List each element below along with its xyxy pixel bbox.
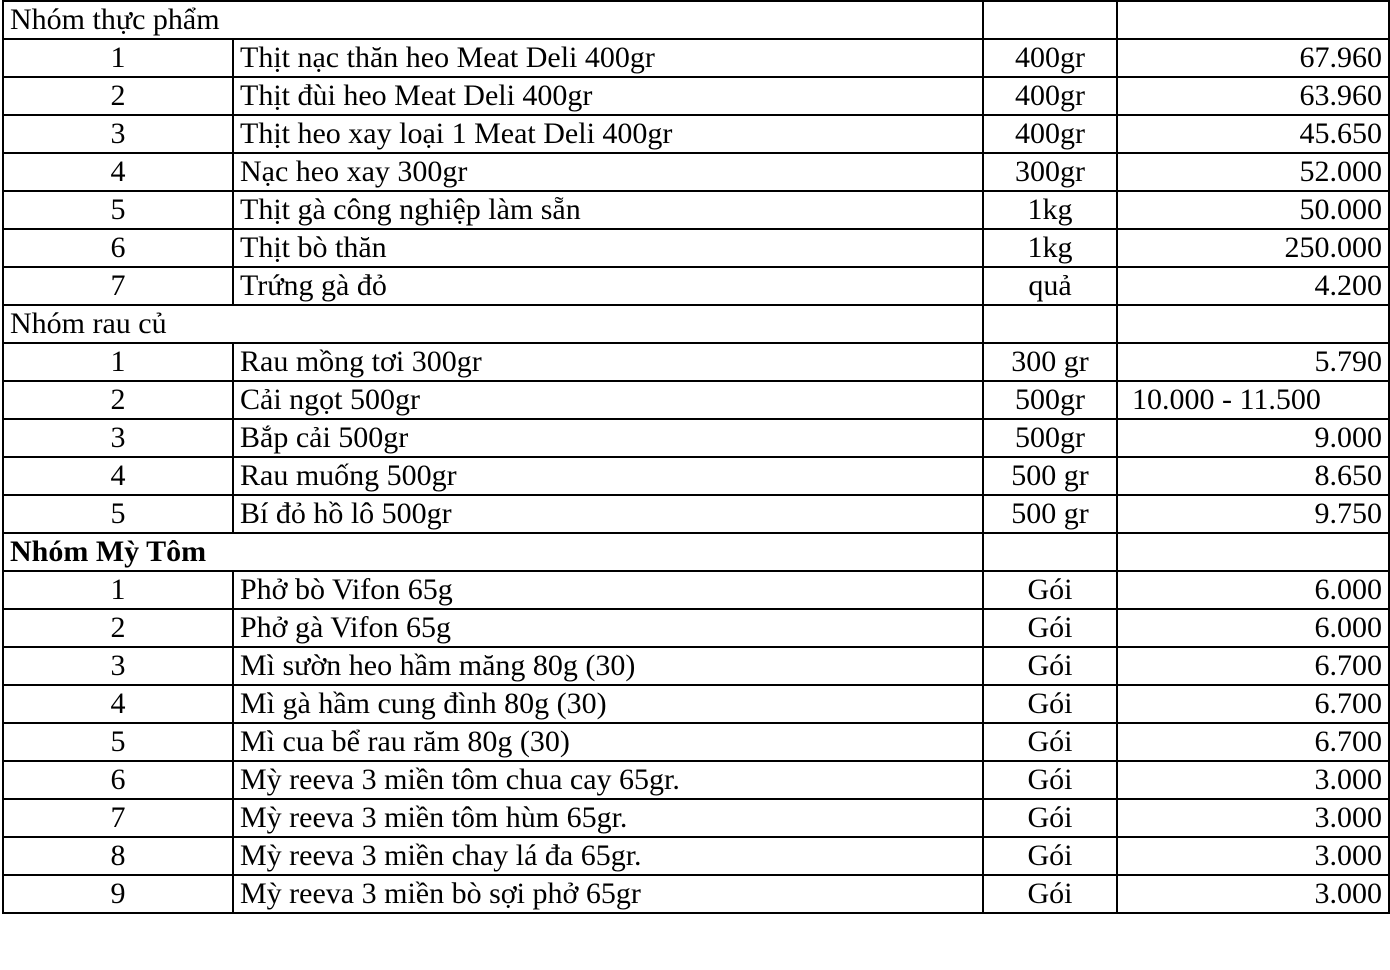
- table-row: [3, 571, 1389, 609]
- item-name: Mỳ reeva 3 miền tôm chua cay 65gr.: [233, 761, 983, 799]
- item-name: Thịt heo xay loại 1 Meat Deli 400gr: [233, 115, 983, 153]
- group-label: Nhóm rau củ: [3, 305, 983, 343]
- item-unit: 400gr: [983, 115, 1117, 153]
- item-name: Phở bò Vifon 65g: [233, 571, 983, 609]
- table-row: [3, 495, 1389, 533]
- item-name: Mỳ reeva 3 miền tôm hùm 65gr.: [233, 799, 983, 837]
- item-name: Bí đỏ hồ lô 500gr: [233, 495, 983, 533]
- item-unit: Gói: [983, 723, 1117, 761]
- item-unit: 500 gr: [983, 457, 1117, 495]
- group-unit-cell: [983, 305, 1117, 343]
- price-table-body: [3, 1, 1389, 913]
- item-name: Nạc heo xay 300gr: [233, 153, 983, 191]
- table-row: [3, 381, 1389, 419]
- item-price: 5.790: [1117, 343, 1389, 381]
- item-price: 250.000: [1117, 229, 1389, 267]
- table-row: [3, 229, 1389, 267]
- item-name: Cải ngọt 500gr: [233, 381, 983, 419]
- item-price: 10.000 - 11.500: [1117, 381, 1389, 419]
- item-price: 9.000: [1117, 419, 1389, 457]
- item-unit: 400gr: [983, 39, 1117, 77]
- table-row: [3, 723, 1389, 761]
- item-number: 3: [3, 419, 233, 457]
- item-name: Mỳ reeva 3 miền bò sợi phở 65gr: [233, 875, 983, 913]
- item-unit: Gói: [983, 685, 1117, 723]
- item-number: 4: [3, 153, 233, 191]
- group-header-row: [3, 1, 1389, 39]
- item-unit: Gói: [983, 875, 1117, 913]
- item-unit: 500gr: [983, 381, 1117, 419]
- item-number: 1: [3, 571, 233, 609]
- item-number: 2: [3, 77, 233, 115]
- item-unit: 400gr: [983, 77, 1117, 115]
- table-row: [3, 267, 1389, 305]
- item-unit: Gói: [983, 837, 1117, 875]
- table-row: [3, 647, 1389, 685]
- item-name: Mì gà hầm cung đình 80g (30): [233, 685, 983, 723]
- item-number: 1: [3, 343, 233, 381]
- table-row: [3, 77, 1389, 115]
- table-row: [3, 419, 1389, 457]
- item-number: 3: [3, 647, 233, 685]
- item-name: Thịt bò thăn: [233, 229, 983, 267]
- item-price: 3.000: [1117, 799, 1389, 837]
- item-number: 8: [3, 837, 233, 875]
- item-unit: 500gr: [983, 419, 1117, 457]
- item-number: 2: [3, 381, 233, 419]
- item-name: Thịt đùi heo Meat Deli 400gr: [233, 77, 983, 115]
- item-name: Phở gà Vifon 65g: [233, 609, 983, 647]
- item-unit: Gói: [983, 799, 1117, 837]
- item-number: 4: [3, 685, 233, 723]
- item-unit: 1kg: [983, 229, 1117, 267]
- item-number: 6: [3, 761, 233, 799]
- item-name: Mì sườn heo hầm măng 80g (30): [233, 647, 983, 685]
- item-price: 6.000: [1117, 571, 1389, 609]
- item-price: 63.960: [1117, 77, 1389, 115]
- group-label: Nhóm thực phẩm: [3, 1, 983, 39]
- item-price: 3.000: [1117, 837, 1389, 875]
- item-price: 6.700: [1117, 723, 1389, 761]
- item-price: 3.000: [1117, 761, 1389, 799]
- item-name: Mì cua bể rau răm 80g (30): [233, 723, 983, 761]
- item-number: 5: [3, 495, 233, 533]
- item-unit: 300 gr: [983, 343, 1117, 381]
- item-number: 6: [3, 229, 233, 267]
- item-name: Rau mồng tơi 300gr: [233, 343, 983, 381]
- item-number: 9: [3, 875, 233, 913]
- item-name: Thịt nạc thăn heo Meat Deli 400gr: [233, 39, 983, 77]
- item-unit: 300gr: [983, 153, 1117, 191]
- table-row: [3, 39, 1389, 77]
- item-number: 7: [3, 267, 233, 305]
- item-number: 4: [3, 457, 233, 495]
- item-price: 50.000: [1117, 191, 1389, 229]
- item-number: 5: [3, 191, 233, 229]
- item-name: Trứng gà đỏ: [233, 267, 983, 305]
- item-unit: 1kg: [983, 191, 1117, 229]
- item-price: 6.000: [1117, 609, 1389, 647]
- item-unit: 500 gr: [983, 495, 1117, 533]
- price-table: [2, 0, 1390, 914]
- table-row: [3, 191, 1389, 229]
- group-price-cell: [1117, 305, 1389, 343]
- table-row: [3, 799, 1389, 837]
- item-number: 5: [3, 723, 233, 761]
- item-price: 6.700: [1117, 647, 1389, 685]
- group-unit-cell: [983, 1, 1117, 39]
- item-price: 52.000: [1117, 153, 1389, 191]
- group-price-cell: [1117, 1, 1389, 39]
- item-unit: Gói: [983, 571, 1117, 609]
- item-name: Thịt gà công nghiệp làm sẵn: [233, 191, 983, 229]
- item-unit: quả: [983, 267, 1117, 305]
- item-name: Rau muống 500gr: [233, 457, 983, 495]
- table-row: [3, 875, 1389, 913]
- item-price: 4.200: [1117, 267, 1389, 305]
- group-label: Nhóm Mỳ Tôm: [3, 533, 983, 571]
- item-number: 2: [3, 609, 233, 647]
- item-number: 7: [3, 799, 233, 837]
- item-name: Mỳ reeva 3 miền chay lá đa 65gr.: [233, 837, 983, 875]
- item-name: Bắp cải 500gr: [233, 419, 983, 457]
- table-row: [3, 685, 1389, 723]
- table-row: [3, 153, 1389, 191]
- group-unit-cell: [983, 533, 1117, 571]
- group-price-cell: [1117, 533, 1389, 571]
- group-header-row: [3, 305, 1389, 343]
- item-unit: Gói: [983, 761, 1117, 799]
- item-unit: Gói: [983, 647, 1117, 685]
- item-price: 67.960: [1117, 39, 1389, 77]
- item-number: 1: [3, 39, 233, 77]
- item-unit: Gói: [983, 609, 1117, 647]
- group-header-row: [3, 533, 1389, 571]
- table-row: [3, 343, 1389, 381]
- table-row: [3, 837, 1389, 875]
- table-row: [3, 457, 1389, 495]
- item-number: 3: [3, 115, 233, 153]
- item-price: 8.650: [1117, 457, 1389, 495]
- table-row: [3, 761, 1389, 799]
- item-price: 9.750: [1117, 495, 1389, 533]
- item-price: 45.650: [1117, 115, 1389, 153]
- table-row: [3, 115, 1389, 153]
- table-row: [3, 609, 1389, 647]
- item-price: 3.000: [1117, 875, 1389, 913]
- item-price: 6.700: [1117, 685, 1389, 723]
